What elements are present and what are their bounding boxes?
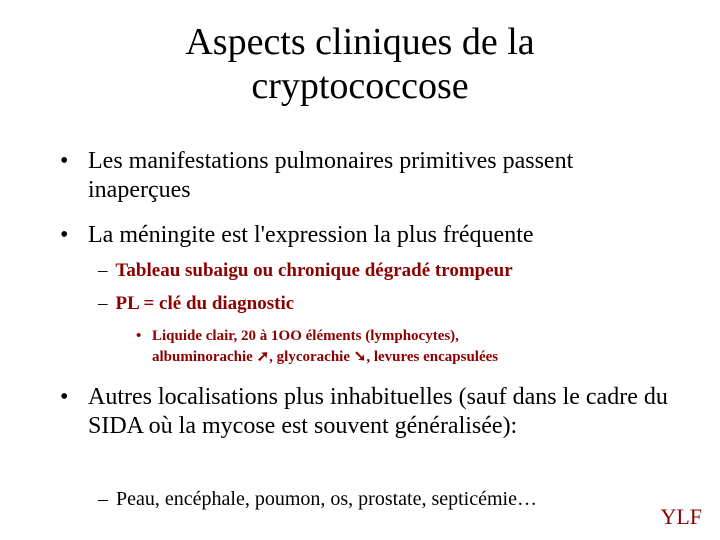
- bullet-marker: •: [60, 384, 69, 410]
- dash-marker: –: [98, 488, 108, 510]
- dash-marker: –: [98, 260, 108, 281]
- csf-line-1: Liquide clair, 20 à 1OO éléments (lymphocytes),: [152, 328, 459, 344]
- csf-albumin: albuminorachie: [152, 349, 253, 365]
- csf-yeasts: , levures encapsulées: [366, 349, 499, 365]
- sub-bullet-sites: [98, 487, 537, 511]
- title-line-2: cryptococcose: [251, 65, 469, 107]
- csf-findings: [136, 326, 656, 368]
- csf-glucose: glycorachie: [276, 349, 350, 365]
- sub-bullet-text: Tableau subaigu ou chronique dégradé trompeur: [115, 260, 513, 281]
- title-line-1: Aspects cliniques de la: [185, 21, 535, 63]
- slide-title: [60, 20, 660, 108]
- sub-bullet-text: PL = clé du diagnostic: [115, 293, 295, 314]
- arrow-down-icon: ➘: [353, 349, 367, 365]
- bullet-marker: •: [136, 328, 142, 344]
- arrow-up-icon: ➚: [256, 349, 270, 365]
- bullet-marker: •: [60, 222, 69, 248]
- bullet-other-locations: [60, 383, 680, 441]
- csf-text: Liquide clair, 20 à 1OO éléments (lymphocytes), albuminorachie ➚, glycorachie ➘, levures encapsulées: [152, 328, 499, 365]
- bullet-text: La méningite est l'expression la plus fréquente: [88, 222, 534, 248]
- sub-bullet-pl: [98, 292, 294, 316]
- bullet-marker: •: [60, 148, 69, 174]
- sub-bullet-tableau: [98, 259, 513, 283]
- bullet-text: Autres localisations plus inhabituelles (sauf dans le cadre du SIDA où la mycose est souvent généralisée):: [88, 384, 668, 439]
- dash-marker: –: [98, 293, 108, 314]
- bullet-text: Les manifestations pulmonaires primitives passent inaperçues: [88, 148, 574, 203]
- bullet-pulmonary: [60, 147, 680, 205]
- sub-bullet-text: Peau, encéphale, poumon, os, prostate, septicémie…: [116, 488, 537, 510]
- author-signature: YLF: [660, 504, 702, 529]
- bullet-meningitis: [60, 221, 680, 250]
